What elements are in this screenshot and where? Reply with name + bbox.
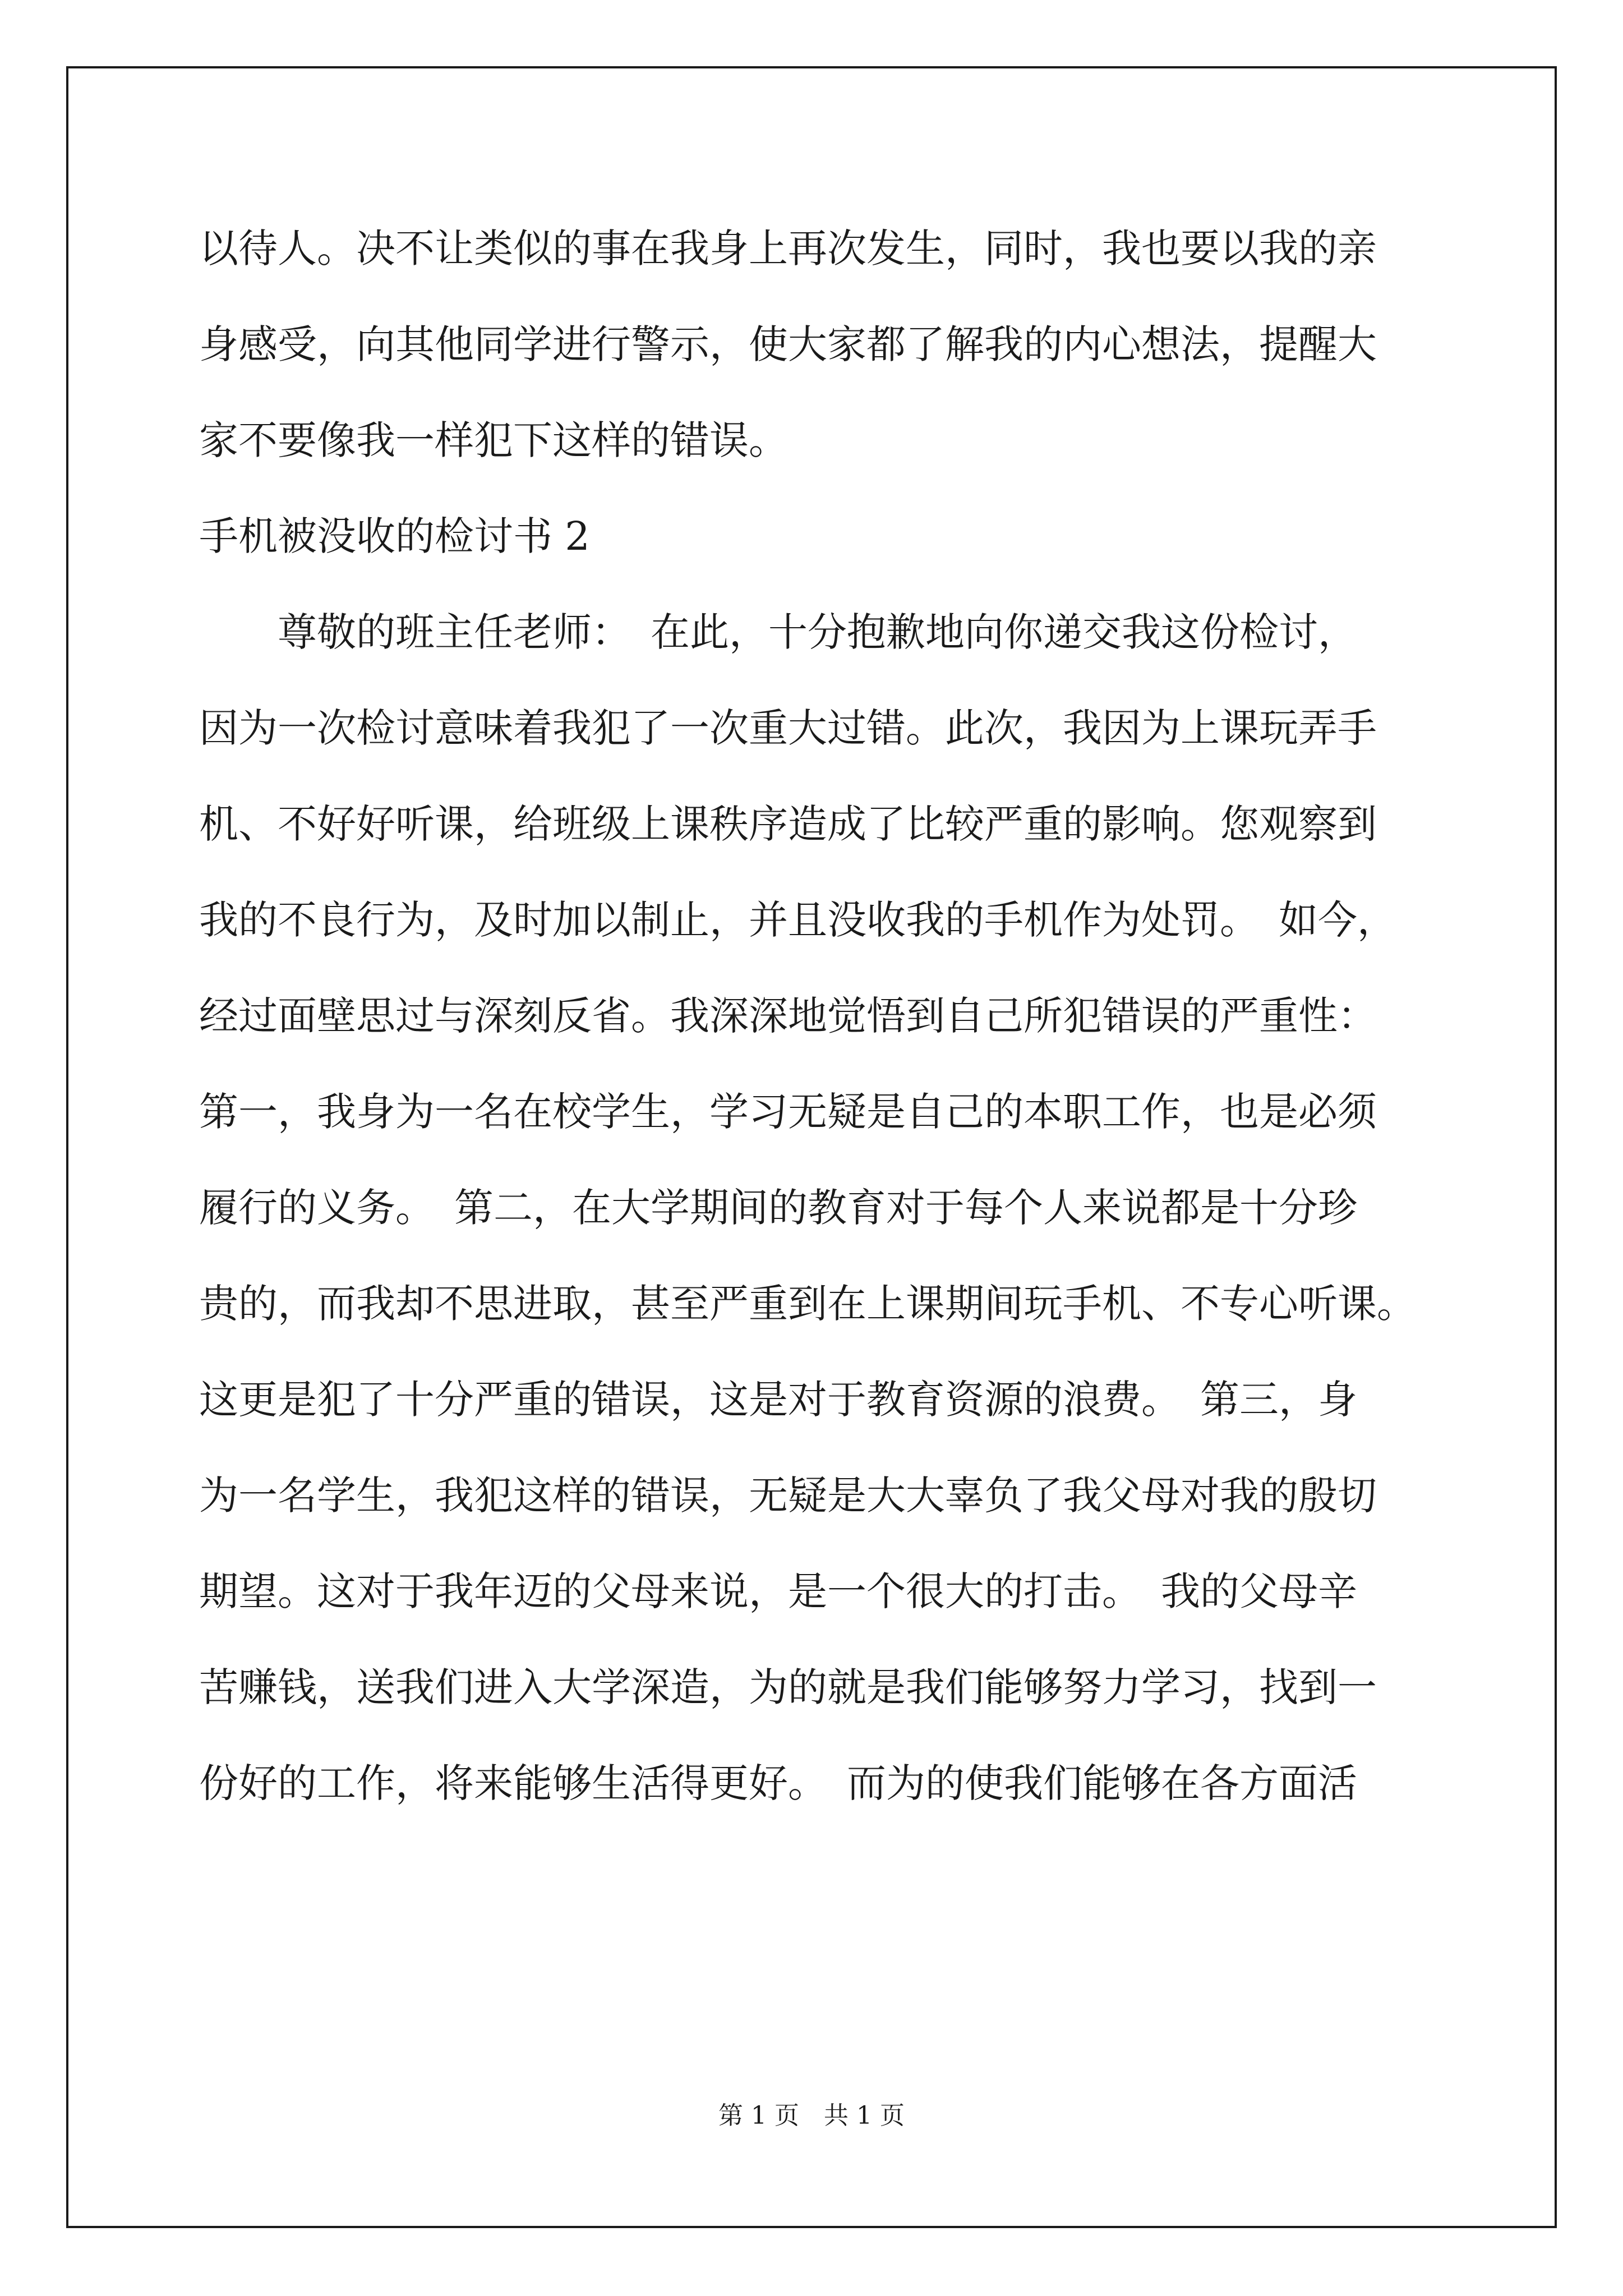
text-line: 贵的，而我却不思进取，甚至严重到在上课期间玩手机、不专心听课。 bbox=[199, 1281, 1416, 1327]
text-line: 履行的义务。 第二，在大学期间的教育对于每个人来说都是十分珍 bbox=[199, 1185, 1357, 1231]
page-number-footer: 第 1 页 共 1 页 bbox=[718, 2101, 905, 2130]
text-line: 份好的工作，将来能够生活得更好。 而为的使我们能够在各方面活 bbox=[199, 1760, 1357, 1806]
text-line: 经过面壁思过与深刻反省。我深深地觉悟到自己所犯错误的严重性： bbox=[199, 993, 1377, 1039]
text-line: 期望。这对于我年迈的父母来说，是一个很大的打击。 我的父母辛 bbox=[199, 1568, 1357, 1614]
text-line: 因为一次检讨意味着我犯了一次重大过错。此次，我因为上课玩弄手 bbox=[199, 705, 1377, 751]
text-line: 第一，我身为一名在校学生，学习无疑是自己的本职工作，也是必须 bbox=[199, 1089, 1377, 1135]
text-line: 家不要像我一样犯下这样的错误。 bbox=[199, 417, 788, 463]
text-line: 苦赚钱，送我们进入大学深造，为的就是我们能够努力学习，找到一 bbox=[199, 1664, 1377, 1710]
text-line: 尊敬的班主任老师： 在此，十分抱歉地向你递交我这份检讨， bbox=[199, 609, 1357, 655]
text-line: 为一名学生，我犯这样的错误，无疑是大大辜负了我父母对我的殷切 bbox=[199, 1473, 1377, 1519]
text-line: 我的不良行为，及时加以制止，并且没收我的手机作为处罚。 如今， bbox=[199, 897, 1396, 943]
text-line: 机、不好好听课，给班级上课秩序造成了比较严重的影响。您观察到 bbox=[199, 801, 1377, 847]
document-body bbox=[199, 201, 1438, 1832]
text-line: 以待人。决不让类似的事在我身上再次发生，同时，我也要以我的亲 bbox=[199, 226, 1377, 272]
section-heading: 手机被没收的检讨书 2 bbox=[199, 513, 590, 559]
text-line: 身感受，向其他同学进行警示，使大家都了解我的内心想法，提醒大 bbox=[199, 321, 1377, 367]
text-line: 这更是犯了十分严重的错误，这是对于教育资源的浪费。 第三，身 bbox=[199, 1377, 1357, 1423]
